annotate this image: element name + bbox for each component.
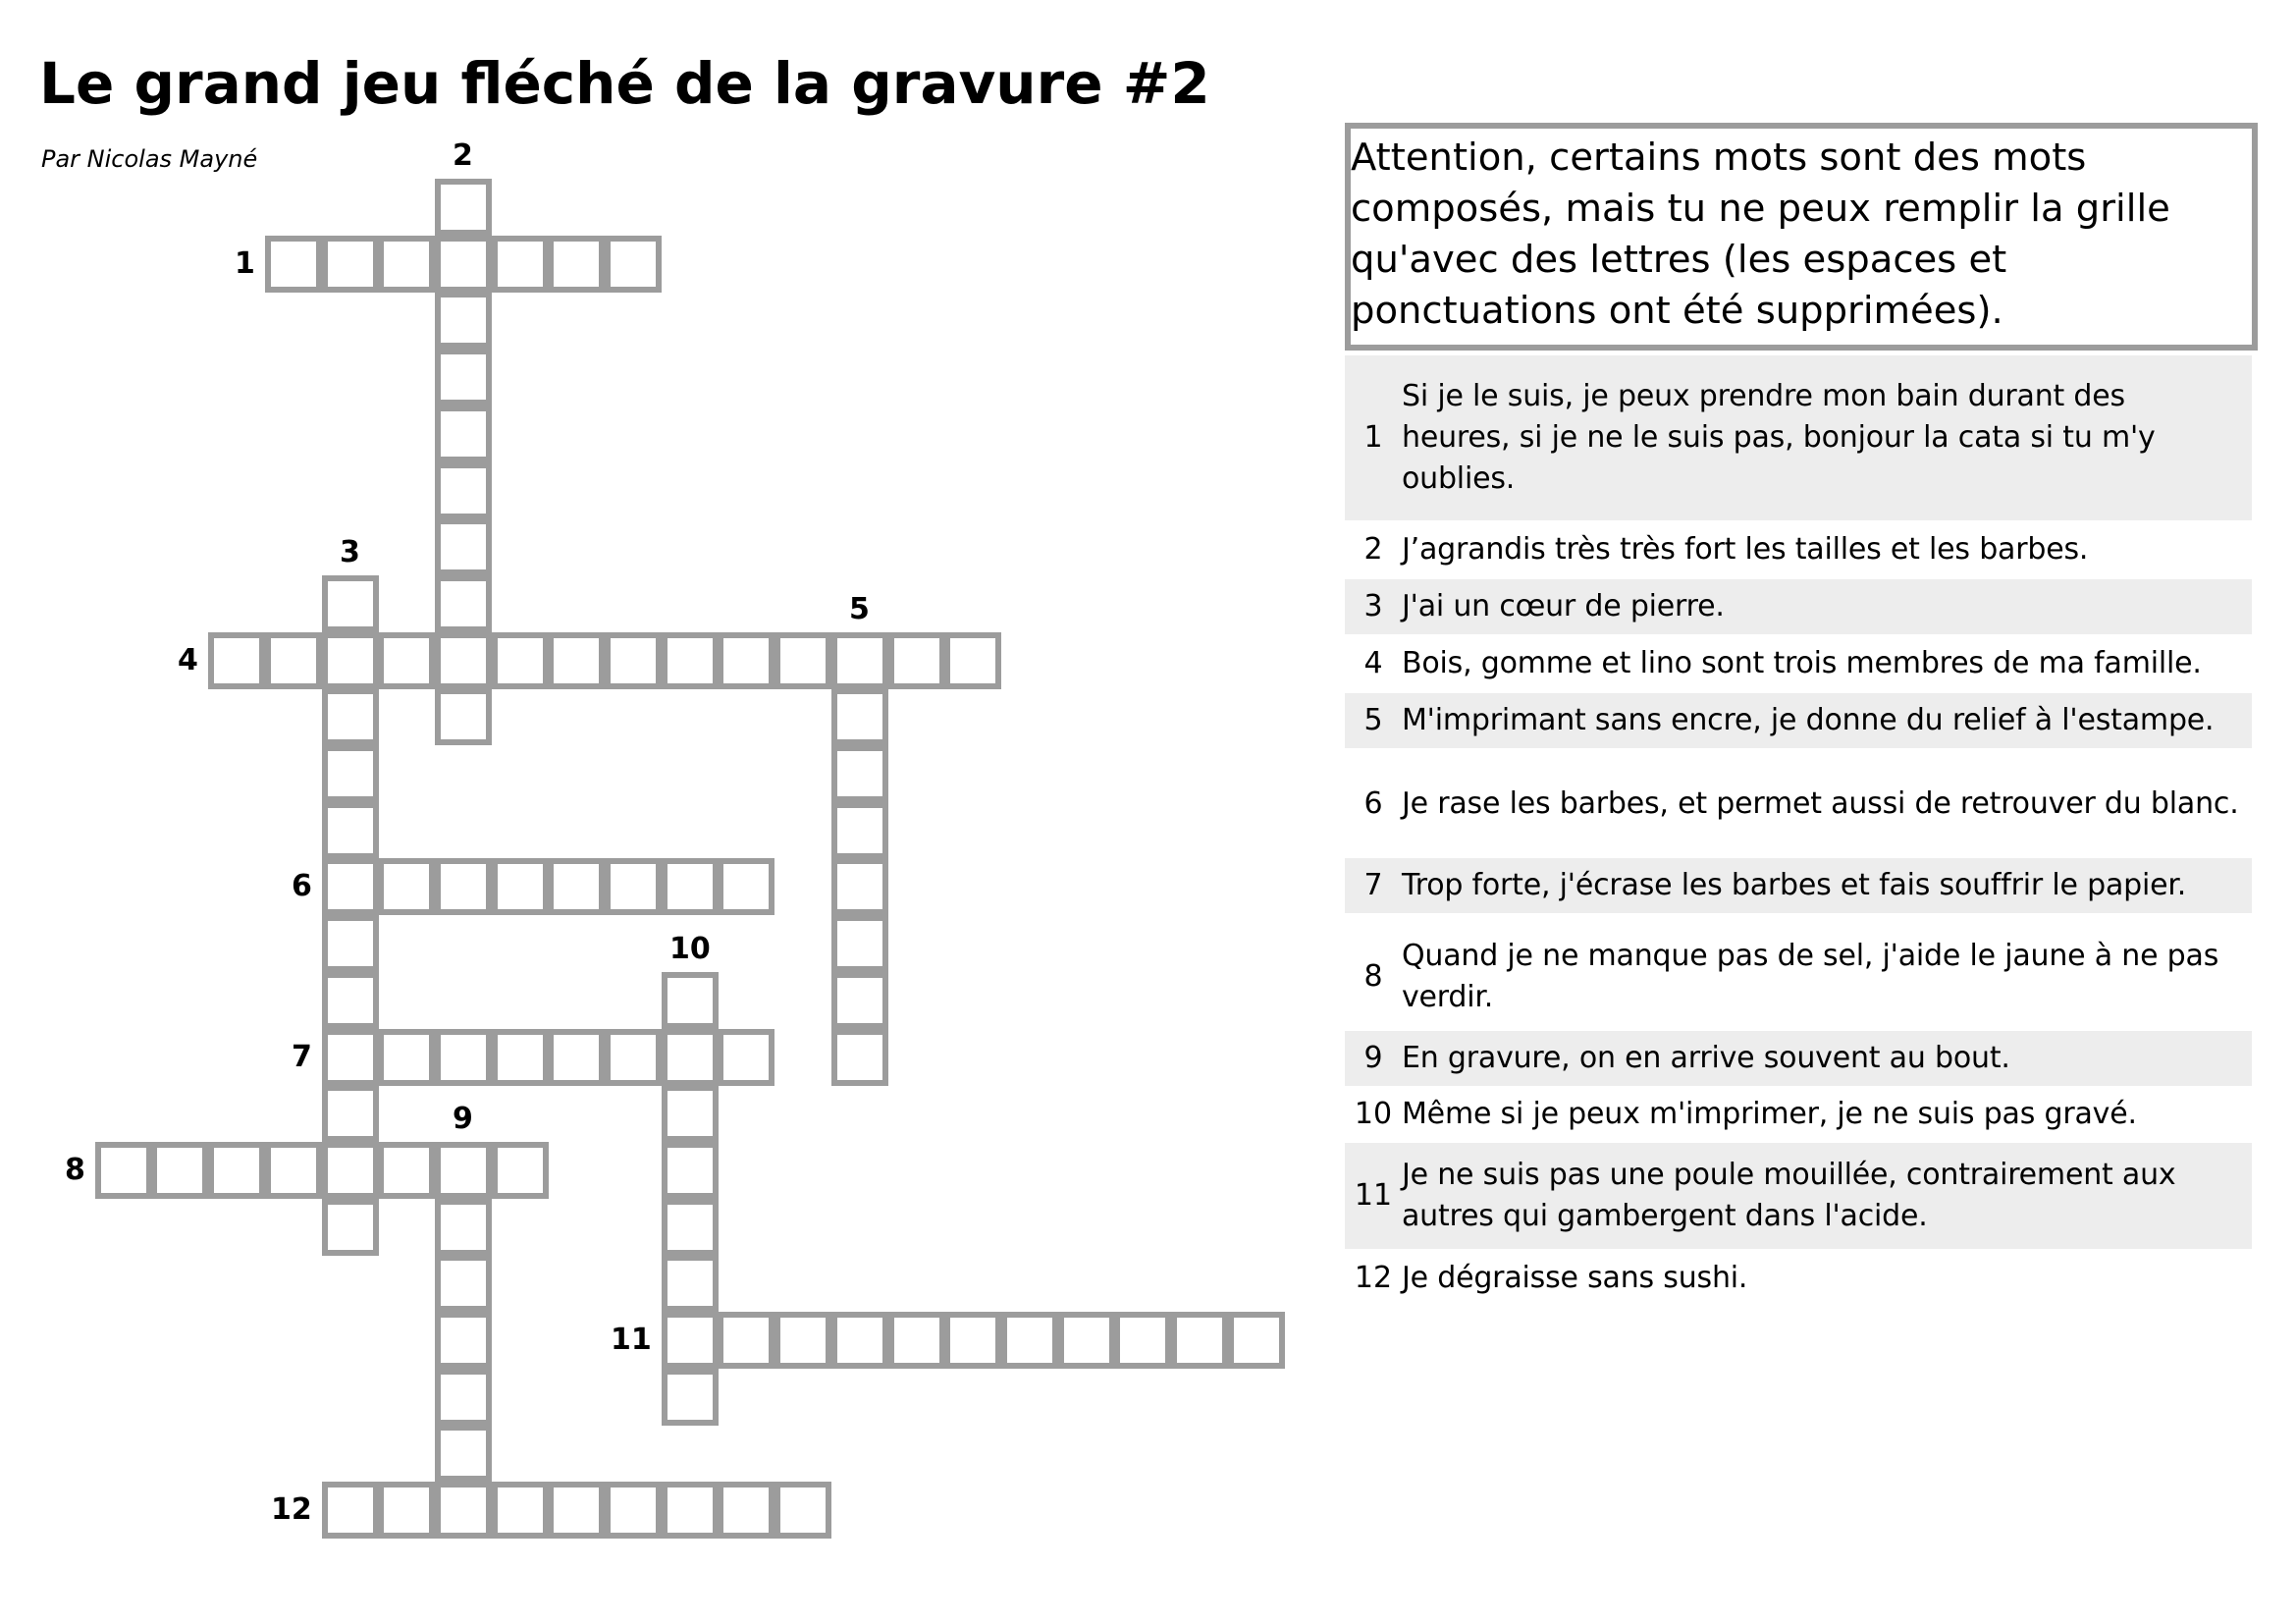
grid-cell[interactable] [208,632,265,689]
grid-cell[interactable] [322,915,379,972]
grid-cell[interactable] [265,236,322,293]
word-number-label: 8 [65,1153,85,1187]
clue-text: J'ai un cœur de pierre. [1402,589,1725,623]
grid-cell[interactable] [831,688,888,745]
grid-cell[interactable] [548,632,605,689]
clue-number: 11 [1354,1178,1393,1213]
grid-cell[interactable] [492,858,549,915]
clue-number: 8 [1363,959,1383,994]
grid-cell[interactable] [435,236,492,293]
grid-cell[interactable] [435,1142,492,1199]
grid-cell[interactable] [774,1312,831,1369]
grid-cell[interactable] [378,858,435,915]
grid-cell[interactable] [548,858,605,915]
grid-cell[interactable] [944,1312,1001,1369]
clue-row [1345,1143,2252,1249]
grid-cell[interactable] [1058,1312,1115,1369]
grid-cell[interactable] [1171,1312,1228,1369]
grid-cell[interactable] [718,632,774,689]
grid-cell[interactable] [605,1029,662,1086]
grid-cell[interactable] [95,1142,152,1199]
clue-row [1345,1088,2252,1141]
clue-row [1345,1251,2252,1306]
grid-cell[interactable] [435,518,492,575]
clue-text: Bois, gomme et lino sont trois membres de ma famille. [1402,646,2202,680]
grid-cell[interactable] [662,1369,719,1426]
grid-cell[interactable] [831,915,888,972]
clue-number: 7 [1363,868,1383,902]
word-number-label: 5 [849,592,870,626]
clue-row [1345,858,2252,913]
clue-number: 1 [1363,420,1383,455]
word-number-label: 10 [669,932,711,966]
grid-cell[interactable] [435,1255,492,1312]
grid-cell[interactable] [662,1255,719,1312]
clue-row [1345,636,2252,691]
grid-cell[interactable] [662,1199,719,1256]
word-number-label: 1 [235,246,255,281]
clue-number: 5 [1363,703,1383,737]
clue-number: 6 [1363,786,1383,821]
grid-cell[interactable] [322,745,379,802]
word-number-label: 4 [178,643,198,677]
grid-cell[interactable] [435,858,492,915]
word-number-label: 2 [453,138,473,173]
clue-row [1345,355,2252,520]
grid-cell[interactable] [322,1199,379,1256]
grid-cell[interactable] [322,688,379,745]
grid-cell[interactable] [492,1029,549,1086]
grid-cell[interactable] [435,406,492,462]
clue-text: Trop forte, j'écrase les barbes et fais souffrir le papier. [1402,868,2187,902]
grid-cell[interactable] [208,1142,265,1199]
clue-row [1345,693,2252,748]
grid-cell[interactable] [662,632,719,689]
grid-cell[interactable] [435,632,492,689]
grid-cell[interactable] [718,1482,774,1539]
grid-cell[interactable] [435,1312,492,1369]
grid-cell[interactable] [378,1482,435,1539]
grid-cell[interactable] [435,1369,492,1426]
page-title: Le grand jeu fléché de la gravure #2 [39,50,1210,117]
grid-cell[interactable] [378,1029,435,1086]
clue-row [1345,522,2252,577]
grid-cell[interactable] [435,1482,492,1539]
grid-cell[interactable] [435,179,492,236]
grid-cell[interactable] [662,1085,719,1142]
grid-cell[interactable] [831,858,888,915]
clue-text: Je ne suis pas une poule mouillée, contrairement aux autres qui gambergent dans l'acide. [1402,1158,2176,1233]
grid-cell[interactable] [265,632,322,689]
grid-cell[interactable] [322,632,379,689]
grid-cell[interactable] [492,236,549,293]
grid-cell[interactable] [718,1029,774,1086]
clue-text: Même si je peux m'imprimer, je ne suis pas gravé. [1402,1097,2137,1131]
clue-number: 9 [1363,1041,1383,1075]
grid-cell[interactable] [322,972,379,1029]
grid-cell[interactable] [322,236,379,293]
clue-text: M'imprimant sans encre, je donne du relief à l'estampe. [1402,703,2215,737]
grid-cell[interactable] [831,1029,888,1086]
grid-cell[interactable] [378,1142,435,1199]
grid-cell[interactable] [888,1312,945,1369]
grid-cell[interactable] [718,1312,774,1369]
grid-cell[interactable] [831,802,888,859]
grid-cell[interactable] [662,1029,719,1086]
grid-cell[interactable] [774,1482,831,1539]
grid-cell[interactable] [322,858,379,915]
grid-cell[interactable] [548,1482,605,1539]
grid-cell[interactable] [151,1142,208,1199]
grid-cell[interactable] [322,802,379,859]
clue-number: 12 [1354,1261,1393,1295]
grid-cell[interactable] [548,236,605,293]
clue-row [1345,752,2252,856]
word-number-label: 6 [292,869,312,903]
clue-number: 2 [1363,532,1383,567]
grid-cell[interactable] [378,632,435,689]
clue-row [1345,925,2252,1029]
author-credit: Par Nicolas Mayné [41,145,258,173]
word-number-label: 9 [453,1102,473,1136]
word-number-label: 11 [611,1323,652,1357]
grid-cell[interactable] [378,236,435,293]
grid-cell[interactable] [435,575,492,632]
grid-cell[interactable] [322,1142,379,1199]
grid-cell[interactable] [774,632,831,689]
grid-cell[interactable] [605,236,662,293]
grid-cell[interactable] [944,632,1001,689]
grid-cell[interactable] [718,858,774,915]
clue-row [1345,1031,2252,1086]
grid-cell[interactable] [605,632,662,689]
clue-text: En gravure, on en arrive souvent au bout. [1402,1041,2010,1075]
grid-cell[interactable] [548,1029,605,1086]
clue-row [1345,579,2252,634]
clue-text: Quand je ne manque pas de sel, j'aide le jaune à ne pas verdir. [1402,939,2219,1014]
grid-cell[interactable] [662,858,719,915]
grid-cell[interactable] [492,632,549,689]
grid-cell[interactable] [888,632,945,689]
grid-cell[interactable] [322,1482,379,1539]
grid-cell[interactable] [831,632,888,689]
clue-text: Je dégraisse sans sushi. [1402,1261,1748,1295]
word-number-label: 12 [271,1492,312,1527]
grid-cell[interactable] [831,972,888,1029]
grid-cell[interactable] [492,1142,549,1199]
grid-cell[interactable] [435,1199,492,1256]
grid-cell[interactable] [435,462,492,519]
grid-cell[interactable] [1114,1312,1171,1369]
grid-cell[interactable] [265,1142,322,1199]
clue-text: Si je le suis, je peux prendre mon bain durant des heures, si je ne le suis pas, bonjour la cata si tu m'y oublies. [1402,379,2156,496]
grid-cell[interactable] [322,575,379,632]
grid-cell[interactable] [492,1482,549,1539]
grid-cell[interactable] [435,1029,492,1086]
grid-cell[interactable] [831,1312,888,1369]
notice-box: Attention, certains mots sont des mots composés, mais tu ne peux remplir la grille qu'avec des lettres (les espaces et ponctuations ont été supprimées). [1345,123,2258,351]
grid-cell[interactable] [435,688,492,745]
grid-cell[interactable] [662,1482,719,1539]
grid-cell[interactable] [662,1312,719,1369]
grid-cell[interactable] [435,292,492,349]
grid-cell[interactable] [322,1029,379,1086]
word-number-label: 7 [292,1040,312,1074]
grid-cell[interactable] [435,1425,492,1482]
clue-number: 10 [1354,1097,1393,1131]
word-number-label: 3 [340,535,360,569]
grid-cell[interactable] [831,745,888,802]
grid-cell[interactable] [435,349,492,406]
grid-cell[interactable] [662,1142,719,1199]
clue-number: 4 [1363,646,1383,680]
clue-text: Je rase les barbes, et permet aussi de retrouver du blanc. [1402,786,2239,821]
grid-cell[interactable] [1228,1312,1285,1369]
grid-cell[interactable] [322,1085,379,1142]
clue-number: 3 [1363,589,1383,623]
grid-cell[interactable] [605,1482,662,1539]
grid-cell[interactable] [605,858,662,915]
grid-cell[interactable] [1001,1312,1058,1369]
grid-cell[interactable] [662,972,719,1029]
clue-text: J’agrandis très très fort les tailles et les barbes. [1402,532,2089,567]
